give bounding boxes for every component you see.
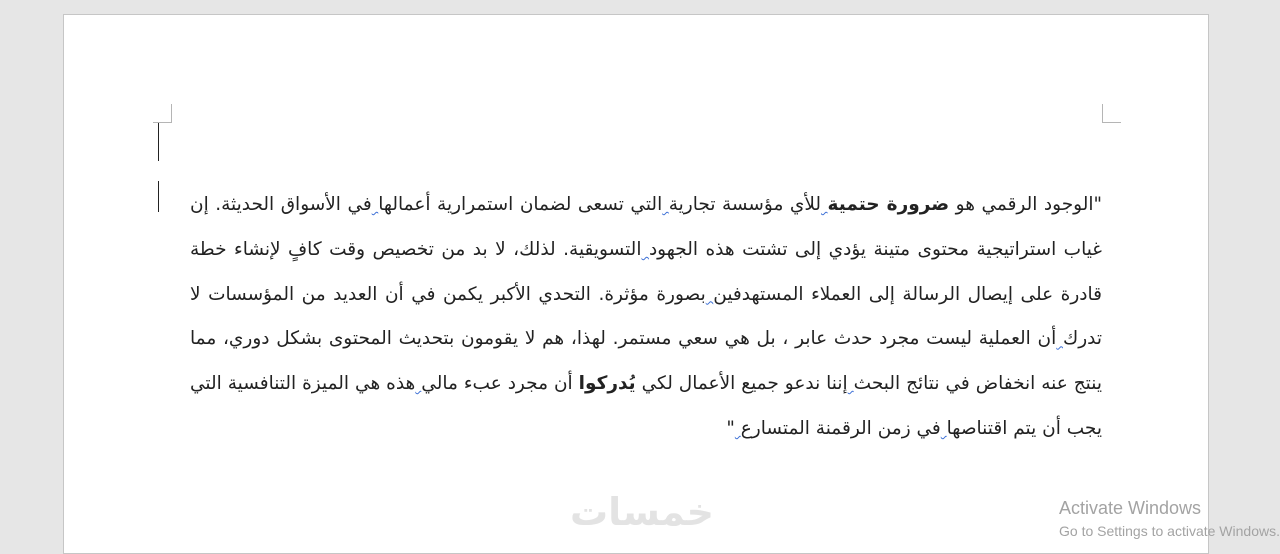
paragraph-text: أن العملية ليست مجرد حدث عابر ، بل هي سعي مستمر. لهذا، هم لا يقومون بتحديث المحتوى بشكل دوري، مما ينتج عنه انخفاض في نتائج البحث — [190, 328, 1102, 395]
top-left-margin-marker — [153, 104, 172, 123]
activation-subtitle: Go to Settings to activate Windows. — [1059, 523, 1280, 539]
windows-activation-notice — [1059, 497, 1280, 540]
paragraph-text: هذه هي الميزة التنافسية التي يجب أن يتم اقتناصها — [190, 373, 1102, 439]
bold-text: يُدركوا — [578, 373, 636, 395]
text-cursor — [158, 123, 159, 161]
paragraph-text: في الأسواق الحديثة. إن غياب استراتيجية محتوى متينة يؤدي إلى تشتت هذه الجهود — [190, 194, 1102, 260]
text-cursor-secondary — [158, 181, 159, 212]
paragraph-text: التي تسعى لضمان استمرارية أعمالها — [378, 194, 663, 215]
paragraph-text: إننا ندعو جميع الأعمال لكي — [635, 373, 848, 395]
paragraph-text: في زمن الرقمنة المتسارع — [740, 417, 941, 439]
activation-title: Activate Windows — [1059, 498, 1202, 518]
document-page[interactable] — [63, 14, 1209, 554]
paragraph-text: للأي مؤسسة تجارية — [668, 194, 822, 215]
paragraph-text: بصورة مؤثرة. التحدي الأكبر يكمن في أن العديد من المؤسسات لا تدرك — [190, 283, 1102, 350]
site-watermark: خمسات — [570, 490, 714, 534]
grammar-squiggle — [641, 239, 648, 260]
paragraph-text: التسويقية. لذلك، لا بد من تخصيص وقت كافٍ لإنشاء خطة قادرة على إيصال الرسالة إلى العملاء المستهدفين — [190, 238, 1102, 305]
document-paragraph[interactable] — [190, 183, 1102, 452]
grammar-squiggle — [1056, 328, 1063, 349]
bold-text: ضرورة حتمية — [827, 194, 950, 215]
paragraph-text: " — [726, 417, 735, 439]
paragraph-text: أن مجرد عبء مالي — [421, 373, 579, 395]
paragraph-text: "الوجود الرقمي هو — [949, 194, 1102, 215]
top-right-margin-marker — [1102, 104, 1121, 123]
